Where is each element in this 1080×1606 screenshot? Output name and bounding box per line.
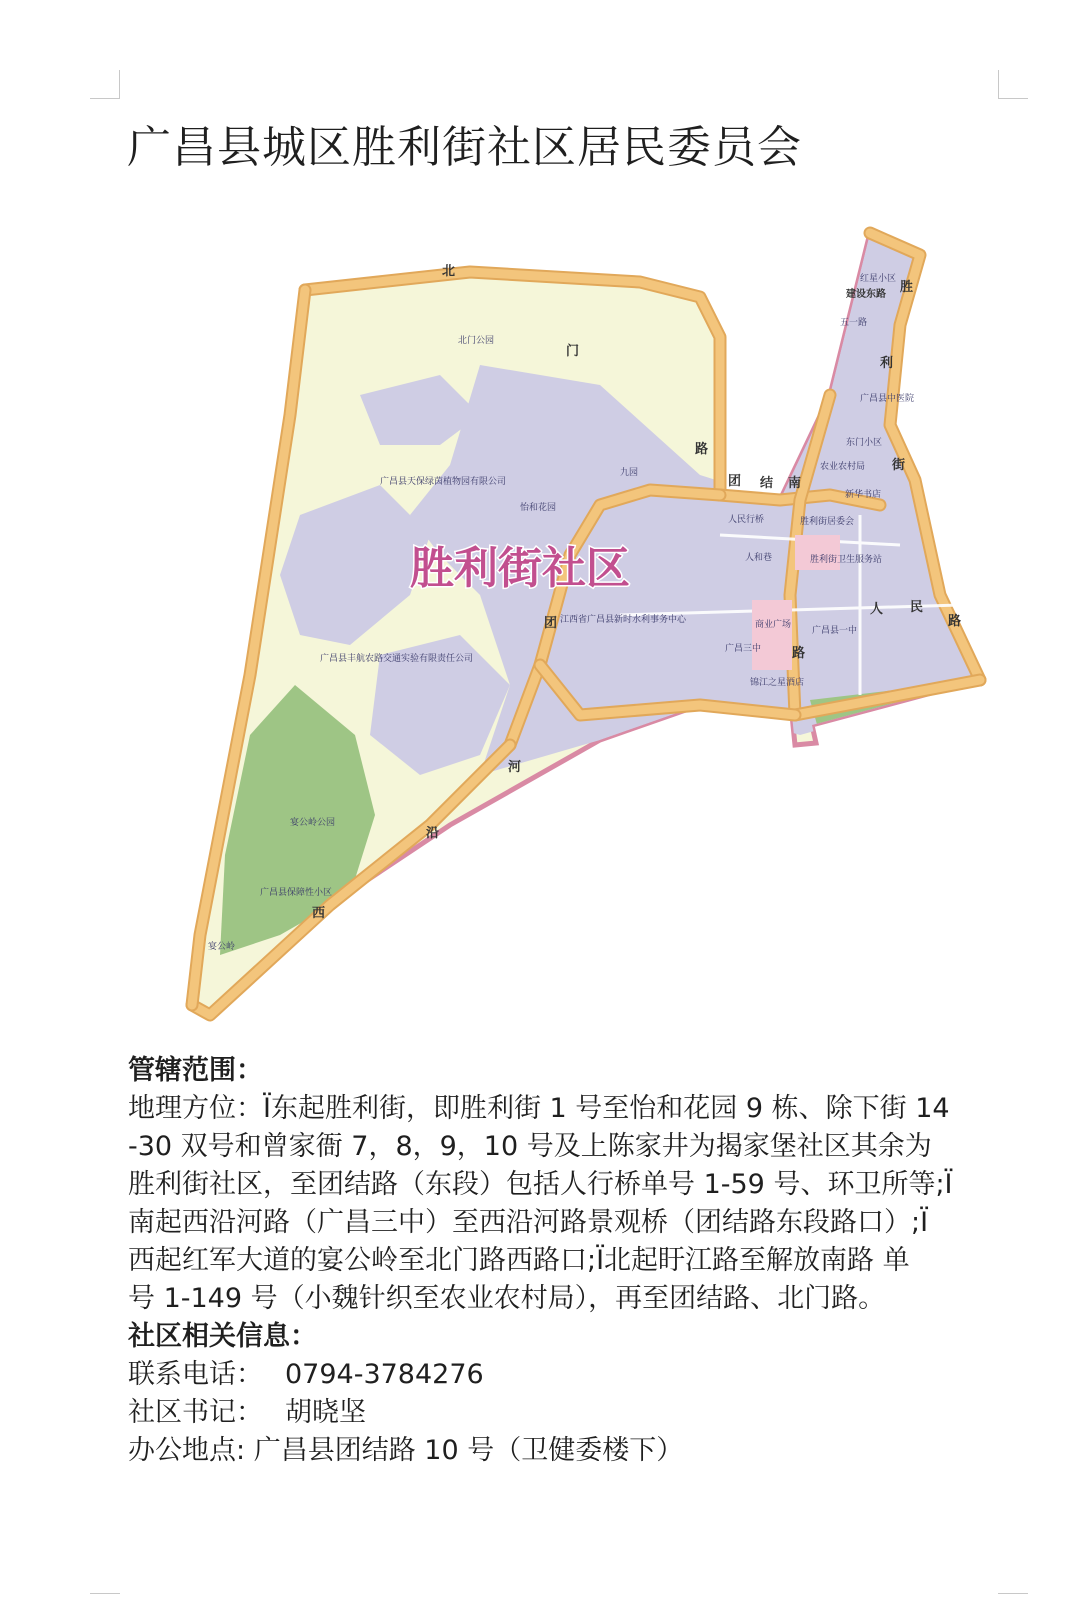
crop-mark-top-left-v <box>119 70 120 99</box>
crop-mark-top-left-h <box>90 98 120 99</box>
place-label: 广昌县保障性小区 <box>260 888 333 898</box>
phone-label: 联系电话： <box>128 1359 263 1390</box>
phone-value: 0794-3784276 <box>285 1359 484 1390</box>
street-char: 河 <box>508 760 522 775</box>
street-char: 人 <box>870 602 884 617</box>
place-label: 东门小区 <box>846 438 883 448</box>
place-label: 江西省广昌县新时水利事务中心 <box>560 615 687 625</box>
place-label: 广昌县中医院 <box>860 394 915 404</box>
location-line: 南起西沿河路（广昌三中）至西沿河路景观桥（团结路东段路口）;Ï <box>128 1207 929 1238</box>
place-label: 北门公园 <box>458 336 495 346</box>
community-info-heading: 社区相关信息： <box>128 1321 317 1352</box>
location-line: -30 双号和曾家衙 7，8，9，10 号及上陈家井为揭家堡社区其余为 <box>128 1131 932 1162</box>
info-section <box>128 1052 1008 1470</box>
place-label: 胜利街卫生服务站 <box>810 555 883 565</box>
crop-mark-top-right-h <box>998 98 1028 99</box>
secretary-row <box>128 1394 1008 1432</box>
street-char: 胜 <box>900 280 914 295</box>
street-char: 西 <box>312 906 326 921</box>
place-label: 锦江之星酒店 <box>750 678 805 688</box>
office-value: 广昌县团结路 10 号（卫健委楼下） <box>253 1435 684 1466</box>
secretary-value: 胡晓坚 <box>285 1397 366 1428</box>
place-label: 广昌县天保绿茵植物园有限公司 <box>380 477 507 487</box>
street-char: 门 <box>566 344 580 359</box>
place-label: 红星小区 <box>860 274 897 284</box>
location-line: 胜利街社区，至团结路（东段）包括人行桥单号 1-59 号、环卫所等;Ï <box>128 1169 953 1200</box>
location-paragraph <box>128 1090 1008 1318</box>
place-label: 宴公岭公园 <box>290 818 336 828</box>
community-map <box>180 215 1000 1025</box>
location-line: 号 1-149 号（小魏针织至农业农村局），再至团结路、北门路。 <box>128 1283 886 1314</box>
place-label: 广昌县丰航农路交通实验有限责任公司 <box>320 654 474 664</box>
street-char: 民 <box>910 600 924 615</box>
street-char: 街 <box>892 458 906 473</box>
street-char: 结 <box>760 476 774 491</box>
place-label: 人和巷 <box>745 553 773 563</box>
street-char: 建设东路 <box>846 289 886 300</box>
office-label: 办公地点: <box>128 1435 246 1466</box>
place-label: 宴公岭 <box>208 942 236 952</box>
place-label: 广昌三中 <box>725 644 762 654</box>
street-char: 沿 <box>426 826 440 841</box>
crop-mark-bottom-right-h <box>998 1593 1028 1594</box>
crop-mark-bottom-left-h <box>90 1593 120 1594</box>
page-title: 广昌县城区胜利街社区居民委员会 <box>127 122 802 173</box>
secretary-label: 社区书记： <box>128 1397 263 1428</box>
street-char: 团 <box>544 616 558 631</box>
place-label: 广昌县一中 <box>812 626 858 636</box>
place-label: 新华书店 <box>845 490 882 500</box>
street-char: 路 <box>948 614 962 629</box>
office-row <box>128 1432 1008 1470</box>
crop-mark-top-right-v <box>998 70 999 99</box>
place-label: 人民行桥 <box>728 515 765 525</box>
place-label: 五一路 <box>840 318 868 328</box>
place-label: 商业广场 <box>755 620 792 630</box>
street-char: 南 <box>788 476 802 491</box>
place-label: 九园 <box>620 468 639 478</box>
street-char: 路 <box>695 442 709 457</box>
location-line: 西起红军大道的宴公岭至北门路西路口;Ï北起盱江路至解放南路 单 <box>128 1245 910 1276</box>
region-label: 胜利街社区 <box>410 544 630 593</box>
street-char: 团 <box>728 474 742 489</box>
phone-row <box>128 1356 1008 1394</box>
location-line: 地理方位：Ï东起胜利街，即胜利街 1 号至怡和花园 9 栋、除下街 14 <box>128 1093 950 1124</box>
jurisdiction-heading: 管辖范围： <box>128 1055 263 1086</box>
street-char: 利 <box>880 356 894 371</box>
street-char: 路 <box>792 646 806 661</box>
place-label: 胜利街居委会 <box>800 517 855 527</box>
place-label: 怡和花园 <box>520 503 557 513</box>
street-char: 北 <box>442 264 456 279</box>
place-label: 农业农村局 <box>820 462 866 472</box>
plaza-block <box>752 600 792 670</box>
